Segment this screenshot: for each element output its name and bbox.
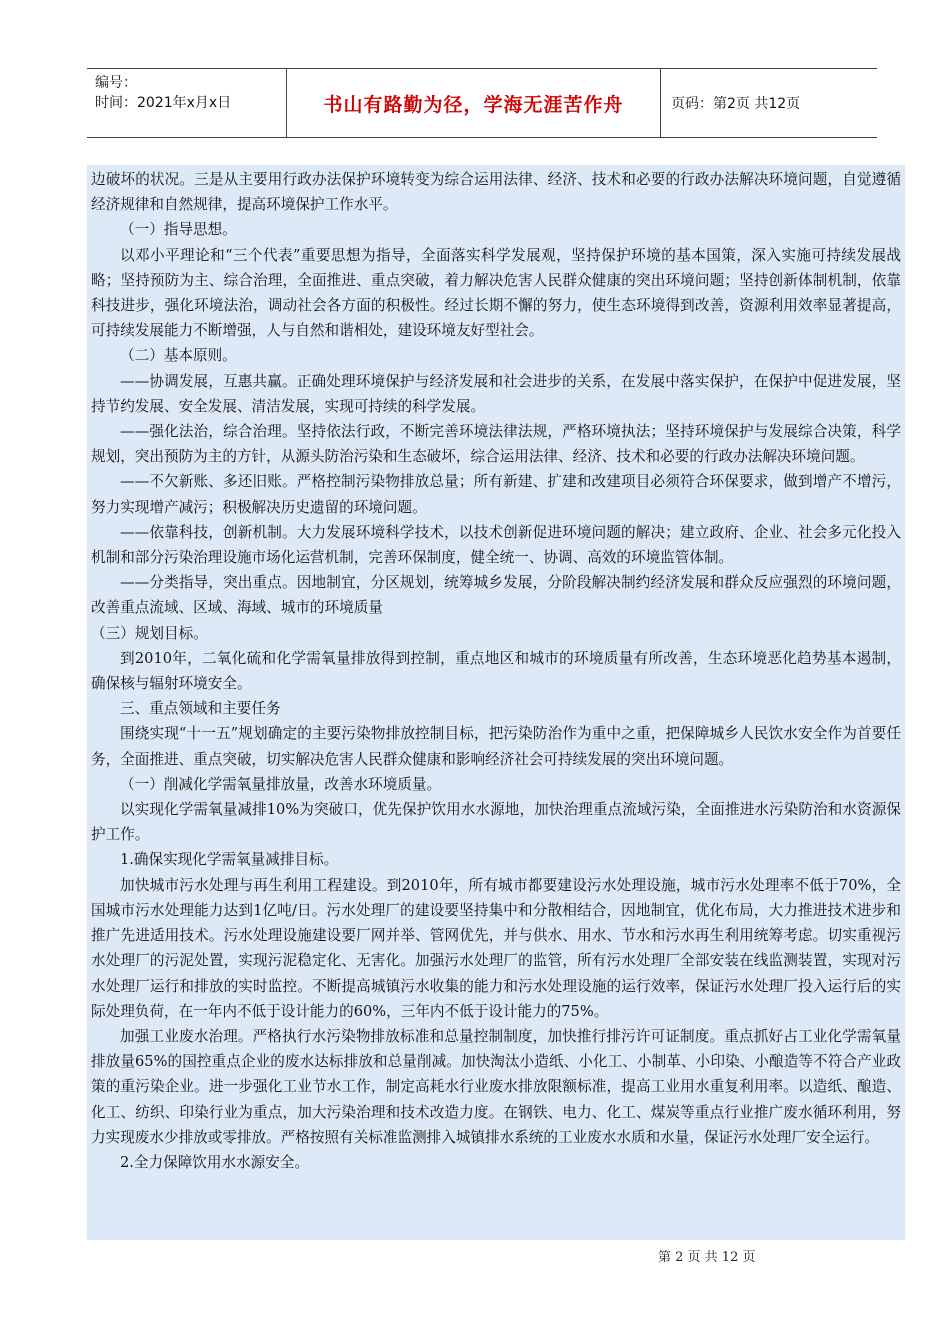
page-footer: 第 2 页 共 12 页: [658, 1250, 756, 1265]
header-left-cell: [87, 69, 287, 137]
paragraph: 1.确保实现化学需氧量减排目标。: [120, 851, 339, 869]
paragraph: 以邓小平理论和“三个代表”重要思想为指导，全面落实科学发展观，坚持保护环境的基本国策，深入实施可持续发展战略；坚持预防为主、综合治理，全面推进、重点突破，着力解决危害人民群众健康的突出环境问题；坚持创新体制机制，依靠科技进步，强化环境法治，调动社会各方面的积极性。经过长期不懈的努力，使生态环境得到改善，资源利用效率显著提高，可持续发展能力不断增强，人与自然和谐相处，建设环境友好型社会。: [91, 246, 901, 340]
date-text: 时间：2021年x月x日: [95, 95, 232, 111]
code-label: 编号：: [95, 75, 137, 91]
section-heading: 三、重点领域和主要任务: [120, 700, 281, 718]
paragraph: （二）基本原则。: [120, 347, 237, 365]
paragraph: 到2010年，二氧化硫和化学需氧量排放得到控制，重点地区和城市的环境质量有所改善，生态环境恶化趋势基本遏制，确保核与辐射环境安全。: [91, 649, 901, 693]
paragraph: （一）削减化学需氧量排放量，改善水环境质量。: [120, 775, 442, 793]
paragraph: （一）指导思想。: [120, 221, 237, 239]
paragraph: ——分类指导，突出重点。因地制宜，分区规划，统筹城乡发展，分阶段解决制约经济发展和群众反应强烈的环境问题，改善重点流域、区域、海域、城市的环境质量: [91, 574, 901, 617]
paragraph: （三）规划目标。: [91, 624, 208, 642]
paragraph: ——依靠科技，创新机制。大力发展环境科学技术，以技术创新促进环境问题的解决；建立政府、企业、社会多元化投入机制和部分污染治理设施市场化运营机制，完善环保制度，健全统一、协调、高效的环境监管体制。: [91, 523, 901, 567]
paragraph: ——协调发展，互惠共赢。正确处理环境保护与经济发展和社会进步的关系，在发展中落实保护，在保护中促进发展，坚持节约发展、安全发展、清洁发展，实现可持续的科学发展。: [91, 372, 901, 415]
header-motto: 书山有路勤为径，学海无涯苦作舟: [287, 69, 661, 137]
paragraph: 2.全力保障饮用水水源安全。: [120, 1153, 310, 1171]
paragraph: 加快城市污水处理与再生利用工程建设。到2010年，所有城市都要建设污水处理设施，城市污水处理率不低于70%，全国城市污水处理能力达到1亿吨/日。污水处理厂的建设要坚持集中和分散相结合，因地制宜，优化布局，大力推进技术进步和推广先进适用技术。污水处理设施建设要厂网并举、管网优先，并与供水、用水、节水和污水再生利用统筹考虑。切实重视污水处理厂的污泥处置，实现污泥稳定化、无害化。加强污水处理厂的监管，所有污水处理厂全部安装在线监测装置，实现对污水处理厂运行和排放的实时监控。不断提高城镇污水收集的能力和污水处理设施的运行效率，保证污水处理厂投入运行后的实际处理负荷，在一年内不低于设计能力的60%，三年内不低于设计能力的75%。: [91, 876, 901, 1020]
paragraph: 围绕实现“十一五”规划确定的主要污染物排放控制目标，把污染防治作为重中之重，把保障城乡人民饮水安全作为首要任务，全面推进、重点突破，切实解决危害人民群众健康和影响经济社会可持续发展的突出环境问题。: [91, 725, 901, 768]
document-body: [87, 165, 905, 1240]
paragraph: 以实现化学需氧量减排10%为突破口，优先保护饮用水水源地，加快治理重点流域污染，全面推进水污染防治和水资源保护工作。: [91, 801, 901, 844]
page-header: [87, 68, 877, 138]
paragraph: ——强化法治，综合治理。坚持依法行政，不断完善环境法律法规，严格环境执法；坚持环境保护与发展综合决策，科学规划，突出预防为主的方针，从源头防治污染和生态破坏，综合运用法律、经济、技术和必要的行政办法解决环境问题。: [91, 423, 901, 466]
paragraph: 加强工业废水治理。严格执行水污染物排放标准和总量控制制度，加快推行排污许可证制度。重点抓好占工业化学需氧量排放量65%的国控重点企业的废水达标排放和总量削减。加快淘汰小造纸、小化工、小制革、小印染、小酿造等不符合产业政策的重污染企业。进一步强化工业节水工作，制定高耗水行业废水排放限额标准，提高工业用水重复利用率。以造纸、酿造、化工、纺织、印染行业为重点，加大污染治理和技术改造力度。在钢铁、电力、化工、煤炭等重点行业推广废水循环利用，努力实现废水少排放或零排放。严格按照有关标准监测排入城镇排水系统的工业废水水质和水量，保证污水处理厂安全运行。: [91, 1027, 901, 1146]
paragraph: ——不欠新账、多还旧账。严格控制污染物排放总量；所有新建、扩建和改建项目必须符合环保要求，做到增产不增污，努力实现增产减污；积极解决历史遗留的环境问题。: [91, 473, 901, 516]
paragraph: 边破坏的状况。三是从主要用行政办法保护环境转变为综合运用法律、经济、技术和必要的行政办法解决环境问题，自觉遵循经济规律和自然规律，提高环境保护工作水平。: [91, 171, 901, 214]
header-page-number: 页码：第2页 共12页: [671, 96, 801, 112]
